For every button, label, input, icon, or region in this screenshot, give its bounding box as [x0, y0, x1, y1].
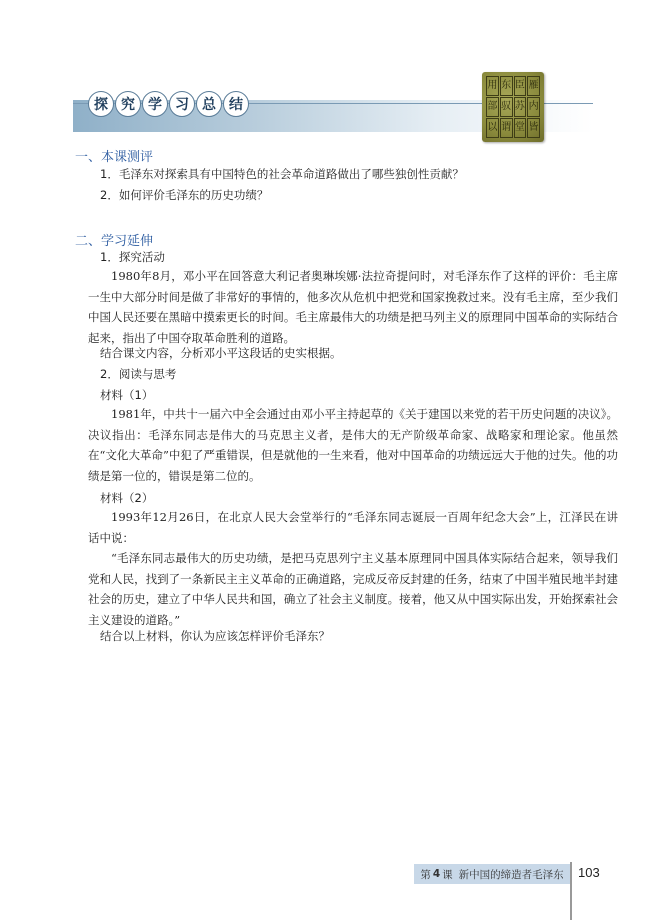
lesson-number: 4: [432, 868, 441, 880]
reading-label: 2．阅读与思考: [100, 367, 177, 381]
seal-char: 堂: [514, 118, 527, 138]
seal-char: 内: [527, 97, 540, 117]
footer-lesson-bar: [414, 864, 570, 884]
title-char: 探: [88, 91, 114, 117]
seal-char: 苏: [514, 97, 527, 117]
title-char: 总: [196, 91, 222, 117]
section-title: [88, 91, 249, 117]
seal-char: 部: [486, 97, 499, 117]
section-heading-review: 一、本课测评: [75, 150, 154, 165]
lesson-suffix: 课: [442, 868, 453, 881]
title-char: 习: [169, 91, 195, 117]
seal-image: [482, 72, 544, 142]
lesson-title: 新中国的缔造者毛泽东: [458, 868, 564, 881]
seal-char: 东: [500, 76, 513, 96]
activity-label: 1．探究活动: [100, 250, 165, 264]
material-2-label: 材料（2）: [100, 491, 154, 505]
title-char: 学: [142, 91, 168, 117]
question-1: 1．毛泽东对探索具有中国特色的社会革命道路做出了哪些独创性贡献？: [100, 167, 464, 181]
lesson-prefix: 第: [420, 868, 431, 881]
seal-char: 雁: [527, 76, 540, 96]
material-2-intro: 1993年12月26日，在北京人民大会堂举行的“毛泽东同志诞辰一百周年纪念大会”上，江泽民在讲话中说：: [88, 510, 618, 545]
seal-char: 驭: [500, 97, 513, 117]
seal-char: 谓: [500, 118, 513, 138]
seal-char: 用: [486, 76, 499, 96]
material-2-quote: “毛泽东同志最伟大的历史功绩，是把马克思列宁主义基本原理同中国具体实际结合起来，领导我们党和人民，找到了一条新民主主义革命的正确道路，完成反帝反封建的任务，结束了中国半殖民地半封建社会的历史，建立了中华人民共和国，确立了社会主义制度。接着，他又从中国实际出发，开始探索社会主义建设的道路。”: [88, 551, 618, 627]
seal-char: 以: [486, 118, 499, 138]
final-task: 结合以上材料，你认为应该怎样评价毛泽东？: [100, 629, 330, 643]
page-number: 103: [578, 865, 600, 880]
question-2: 2．如何评价毛泽东的历史功绩？: [100, 188, 269, 202]
seal-char: 臣: [514, 76, 527, 96]
footer-divider: [570, 862, 572, 920]
seal-char: 皆: [527, 118, 540, 138]
title-char: 结: [223, 91, 249, 117]
material-1-text: 1981年，中共十一届六中全会通过由邓小平主持起草的《关于建国以来党的若干历史问题的决议》。决议指出：毛泽东同志是伟大的马克思主义者，是伟大的无产阶级革命家、战略家和理论家。他虽然在“文化大革命”中犯了严重错误，但是就他的一生来看，他对中国革命的功绩远远大于他的过失。他的功绩是第一位的，错误是第二位的。: [88, 407, 618, 483]
title-char: 究: [115, 91, 141, 117]
material-1-label: 材料（1）: [100, 388, 154, 402]
activity-task: 结合课文内容，分析邓小平这段话的史实根据。: [100, 346, 342, 360]
section-heading-extension: 二、学习延伸: [75, 234, 154, 249]
activity-paragraph: 1980年8月，邓小平在回答意大利记者奥琳埃娜·法拉奇提问时，对毛泽东作了这样的评价：毛主席一生中大部分时间是做了非常好的事情的，他多次从危机中把党和国家挽救过来。没有毛主席，至少我们中国人民还要在黑暗中摸索更长的时间。毛主席最伟大的功绩是把马列主义的原理同中国革命的实际结合起来，指出了中国夺取革命胜利的道路。: [88, 269, 618, 345]
